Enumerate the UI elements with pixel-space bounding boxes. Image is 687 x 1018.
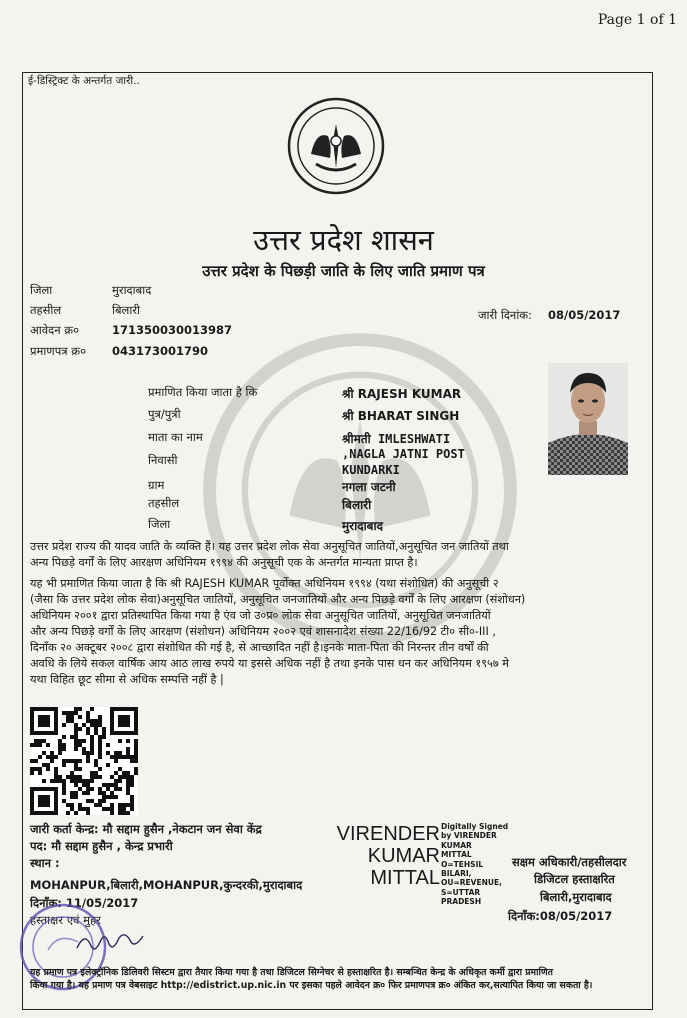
person-tehsil-value: बिलारी xyxy=(342,498,372,512)
certificate-number-label: प्रमाणपत्र क्र० xyxy=(30,344,87,358)
paragraph-line: उत्तर प्रदेश राज्य की यादव जाति के व्यक्ति हैं। यह उत्तर प्रदेश लोक सेवा अनुसूचित जातियों,अनुसूचित जन जातियों तथा xyxy=(30,540,509,553)
issuer-post: पद: मौ सद्दाम हुसैन , केन्द्र प्रभारी xyxy=(30,839,173,853)
application-number-value: 171350030013987 xyxy=(112,323,233,337)
tehsil-value: बिलारी xyxy=(112,303,141,317)
applicant-photo xyxy=(548,363,628,475)
footer-line: यह प्रमाण पत्र इलेक्ट्रॉनिक डिलिवरी सिस्टम द्वारा तैयार किया गया है तथा डिजिटल सिग्नेचर से हस्ताक्षरित है। सम्बन्धित केन्द्र के अधिकृत कर्मी द्वारा प्रमाणित xyxy=(30,967,553,978)
paragraph-line: (जैसा कि उत्तर प्रदेश लोक सेवा)अनुसूचित जातियों, अनुसूचित जनजातियों और अन्य पिछड़े वर्गों के लिए आरक्षण (संशोधन) xyxy=(30,593,526,606)
parent-label: पुत्र/पुत्री xyxy=(148,407,181,421)
resident-address-line2: KUNDARKI xyxy=(342,463,400,477)
handwritten-signature-icon xyxy=(75,926,145,956)
tehsil-label: तहसील xyxy=(30,303,62,317)
authority-location: बिलारी,मुरादाबाद xyxy=(540,890,612,904)
paragraph-line: अधिनियम २००१ द्वारा प्रतिस्थापित किया गया है एंव जो उ०प्र० लोक सेवा अनुसूचित जातियों, अनुसूचित जनजातियों xyxy=(30,609,491,622)
certify-label: प्रमाणित किया जाता है कि xyxy=(148,385,258,399)
place-value: MOHANPUR,बिलारी,MOHANPUR,कुन्दरकी,मुरादाबाद xyxy=(30,878,303,892)
applicant-name: श्री RAJESH KUMAR xyxy=(342,387,462,401)
paragraph-line: और अन्य पिछड़े वर्गों के लिए आरक्षण (संशोधन) अधिनियम २००२ एवं शासनादेश संख्या 22/16/92 टी० सी०-III , xyxy=(30,625,496,638)
mother-name: श्रीमती IMLESHWATI xyxy=(342,432,451,446)
paragraph-line: अन्य पिछड़े वर्गों के लिए आरक्षण अधिनियम १९९४ की अनुसूची एक के अन्तर्गत मान्यता प्राप्त है। xyxy=(30,556,418,569)
person-tehsil-label: तहसील xyxy=(148,496,180,510)
village-label: ग्राम xyxy=(148,478,165,492)
place-label: स्थान : xyxy=(30,856,60,870)
issue-date-value: 08/05/2017 xyxy=(548,308,621,322)
paragraph-line: दिनाँक २० अक्टूबर २००८ द्वारा संशोधित की गई है, से आच्छादित नहीं है।इनके माता-पिता की निरन्तर तीन वर्षों की xyxy=(30,641,489,654)
digital-signature-details: Digitally Signed by VIRENDER KUMAR MITTAL O=TEHSIL BILARI, OU=REVENUE, S=UTTAR PRADESH xyxy=(441,822,509,907)
signature-seal-label: हस्ताक्षर एवं मुहर xyxy=(30,913,101,927)
caste-statement-paragraph xyxy=(30,539,630,571)
footer-line: किया गया है। यह प्रमाण पत्र वेबसाइट http://edistrict.up.nic.in पर इसका पहले आवेदन क्र० फिर प्रमाणपत्र क्र० अंकित कर,सत्यापित किया जा सकता है। xyxy=(30,980,593,991)
issue-date-label: जारी दिनांक: xyxy=(478,308,533,322)
authority-title: सक्षम अधिकारी/तहसीलदार xyxy=(512,855,627,869)
verification-footer xyxy=(30,966,640,992)
paragraph-line: अवधि के लिये सकल वार्षिक आय आठ लाख रुपये या इससे अधिक नहीं है तथा इनके पास धन कर अधिनियम १९५७ मे xyxy=(30,657,509,670)
digitally-signed-label: डिजिटल हस्ताक्षरित xyxy=(534,872,615,886)
person-district-value: मुरादाबाद xyxy=(342,519,384,533)
page-number: Page 1 of 1 xyxy=(597,12,677,28)
qr-code-icon[interactable] xyxy=(30,707,138,815)
digital-signature-name: VIRENDER KUMAR MITTAL xyxy=(336,823,440,889)
header-note: ई-डिस्ट्रिक्ट के अन्तर्गत जारी.. xyxy=(28,75,140,87)
certificate-title: उत्तर प्रदेश के पिछड़ी जाति के लिए जाति प्रमाण पत्र xyxy=(202,262,485,280)
certificate-number-value: 043173001790 xyxy=(112,344,209,358)
village-value: नगला जटनी xyxy=(342,480,396,494)
mother-label: माता का नाम xyxy=(148,430,203,444)
up-government-emblem-icon xyxy=(286,96,386,196)
authority-date: दिनाँक:08/05/2017 xyxy=(508,909,613,923)
paragraph-line: यह भी प्रमाणित किया जाता है कि श्री RAJESH KUMAR पूर्वोक्त अधिनियम १९९४ (यथा संशोधित) की अनुसूची २ xyxy=(30,577,499,590)
issuer-date: दिनाँक: 11/05/2017 xyxy=(30,896,139,910)
application-number-label: आवेदन क्र० xyxy=(30,323,80,337)
district-label: जिला xyxy=(30,283,53,297)
resident-address-line1: ,NAGLA JATNI POST xyxy=(342,447,465,461)
government-title: उत्तर प्रदेश शासन xyxy=(253,223,434,257)
creamy-layer-statement-paragraph xyxy=(30,576,630,688)
person-district-label: जिला xyxy=(148,517,171,531)
parent-name: श्री BHARAT SINGH xyxy=(342,409,460,423)
district-value: मुरादाबाद xyxy=(112,283,152,297)
paragraph-line: यथा विहित छूट सीमा से अधिक सम्पत्ति नहीं है | xyxy=(30,673,224,686)
resident-label: निवासी xyxy=(148,453,178,467)
issuing-center: जारी कर्ता केन्द्र: मौ सद्दाम हुसैन ,नेकटान जन सेवा केंद्र xyxy=(30,822,262,836)
